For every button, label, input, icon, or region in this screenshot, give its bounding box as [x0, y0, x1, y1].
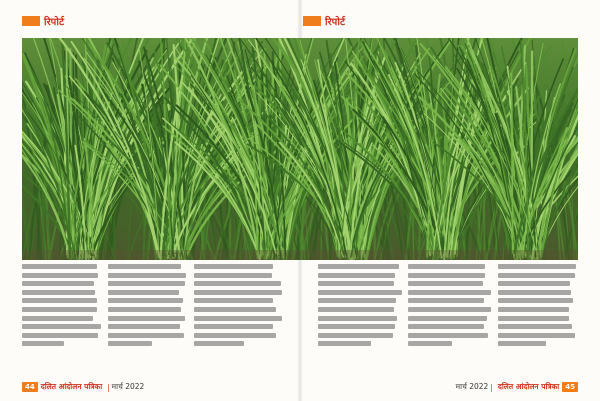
right-section-tag — [303, 14, 345, 28]
left-column-1 — [22, 264, 102, 350]
left-magazine-name: दलित आंदोलन पत्रिका — [40, 382, 103, 391]
left-section-tag — [22, 14, 64, 28]
body-text-line — [22, 341, 64, 346]
body-text-line — [108, 298, 183, 303]
body-text-line — [318, 281, 394, 286]
grass-blades — [22, 38, 578, 260]
lemongrass-photo — [22, 38, 578, 260]
body-text-line — [498, 273, 575, 278]
body-text-line — [22, 298, 97, 303]
body-text-line — [498, 333, 575, 338]
body-text-line — [498, 341, 546, 346]
left-column-3 — [194, 264, 282, 350]
body-text-line — [318, 290, 402, 295]
body-text-line — [22, 324, 101, 329]
body-text-line — [408, 341, 452, 346]
body-text-line — [108, 281, 185, 286]
body-text-line — [194, 264, 273, 269]
body-text-line — [22, 264, 97, 269]
body-text-line — [408, 281, 483, 286]
right-page-number: 45 — [562, 382, 578, 392]
body-text-line — [194, 290, 282, 295]
body-text-line — [498, 316, 569, 321]
left-page-number: 44 — [22, 382, 38, 392]
body-text-line — [408, 273, 485, 278]
body-text-line — [108, 341, 152, 346]
body-text-line — [108, 333, 184, 338]
body-text-line — [22, 273, 98, 278]
body-text-line — [498, 307, 569, 312]
body-text-line — [318, 341, 371, 346]
right-column-2 — [408, 264, 492, 350]
left-issue-date: मार्च 2022 — [111, 382, 145, 391]
body-text-line — [194, 273, 272, 278]
body-text-line — [498, 290, 571, 295]
body-text-line — [318, 307, 394, 312]
body-text-line — [108, 290, 179, 295]
body-text-line — [318, 316, 397, 321]
body-text-line — [194, 281, 281, 286]
section-tag-bar — [303, 16, 321, 26]
body-text-line — [194, 298, 273, 303]
body-text-line — [22, 307, 97, 312]
left-footer — [22, 381, 144, 393]
right-magazine-name: दलित आंदोलन पत्रिका — [497, 382, 560, 391]
right-section-label: रिपोर्ट — [325, 17, 345, 28]
body-text-line — [194, 341, 244, 346]
body-text-line — [408, 316, 487, 321]
body-text-line — [408, 333, 488, 338]
body-text-line — [408, 307, 491, 312]
section-tag-bar — [22, 16, 40, 26]
body-text-line — [108, 324, 180, 329]
body-text-line — [318, 264, 399, 269]
body-text-line — [498, 298, 573, 303]
body-text-line — [194, 324, 273, 329]
body-text-line — [408, 264, 485, 269]
footer-separator: | — [107, 382, 110, 392]
left-section-label: रिपोर्ट — [44, 17, 64, 28]
body-text-line — [318, 298, 396, 303]
body-text-line — [108, 316, 185, 321]
body-text-line — [318, 324, 395, 329]
body-text-line — [408, 298, 484, 303]
body-text-line — [108, 307, 181, 312]
left-column-2 — [108, 264, 188, 350]
body-text-line — [498, 281, 570, 286]
body-text-line — [408, 290, 491, 295]
body-text-line — [22, 316, 93, 321]
body-text-line — [498, 324, 572, 329]
body-text-line — [194, 316, 282, 321]
right-column-3 — [498, 264, 578, 350]
body-text-line — [22, 290, 95, 295]
right-footer — [456, 381, 578, 393]
footer-separator: | — [490, 382, 493, 392]
right-column-1 — [318, 264, 402, 350]
body-text-line — [194, 307, 276, 312]
body-text-line — [194, 333, 276, 338]
body-text-line — [22, 333, 98, 338]
right-issue-date: मार्च 2022 — [455, 382, 489, 391]
body-text-line — [318, 273, 395, 278]
body-text-line — [108, 264, 181, 269]
body-text-line — [22, 281, 94, 286]
body-text-line — [108, 273, 186, 278]
body-text-line — [318, 333, 393, 338]
body-text-line — [498, 264, 576, 269]
body-text-line — [408, 324, 484, 329]
